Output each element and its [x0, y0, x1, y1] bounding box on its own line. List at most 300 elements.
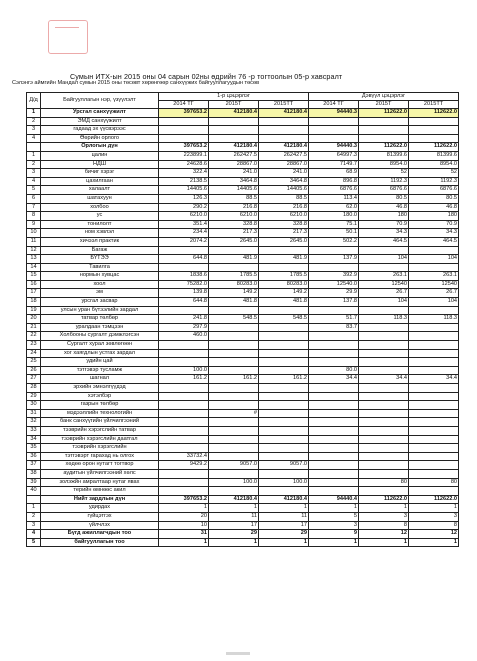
table-row	[27, 177, 459, 186]
row-number: 2	[27, 117, 41, 126]
value-cell	[259, 384, 309, 393]
table-row	[27, 504, 459, 513]
table-row	[27, 194, 459, 203]
table-row	[27, 444, 459, 453]
value-cell: 412180.4	[209, 143, 259, 152]
value-cell	[359, 487, 409, 496]
table-row	[27, 323, 459, 332]
value-cell	[309, 117, 359, 126]
value-cell: 34.3	[409, 229, 459, 238]
row-label: хичээл практик	[41, 237, 159, 246]
value-cell	[159, 349, 209, 358]
row-label: терийн өмнөөс акил	[41, 487, 159, 496]
value-cell: 94440.3	[309, 143, 359, 152]
row-number: 2	[27, 512, 41, 521]
value-cell: 9057.0	[259, 461, 309, 470]
value-cell	[309, 478, 359, 487]
row-number	[27, 495, 41, 504]
row-number: 13	[27, 255, 41, 264]
value-cell: 1	[309, 538, 359, 547]
row-number: 35	[27, 444, 41, 453]
value-cell: 46.8	[359, 203, 409, 212]
value-cell	[359, 418, 409, 427]
row-label: ЭМД санхүүжилт	[41, 117, 159, 126]
value-cell	[309, 418, 359, 427]
value-cell	[309, 435, 359, 444]
value-cell: 481.9	[209, 255, 259, 264]
value-cell	[409, 246, 459, 255]
budget-table	[26, 92, 459, 547]
row-label: урсгал засвар	[41, 298, 159, 307]
value-cell	[209, 401, 259, 410]
value-cell	[409, 487, 459, 496]
value-cell	[259, 358, 309, 367]
value-cell	[409, 306, 459, 315]
document-subtitle: Сэлэнгэ аймгийн Мандал сумын 2015 оны төсөвт хөрөнгөөр санхүүжих байгууллагуудын төсөв	[12, 80, 260, 86]
value-cell: 397653.2	[159, 109, 209, 118]
value-cell: 464.5	[409, 237, 459, 246]
value-cell	[159, 384, 209, 393]
value-cell: 26.7	[409, 289, 459, 298]
value-cell: 322.4	[159, 169, 209, 178]
value-cell: 216.8	[259, 203, 309, 212]
row-label: эм	[41, 289, 159, 298]
table-row	[27, 272, 459, 281]
value-cell	[209, 341, 259, 350]
row-label: тээврийн хэрэгслийн татвар	[41, 426, 159, 435]
value-cell	[159, 401, 209, 410]
table-row	[27, 134, 459, 143]
value-cell: 328.8	[259, 220, 309, 229]
value-cell	[309, 246, 359, 255]
row-number: 21	[27, 323, 41, 332]
value-cell	[259, 341, 309, 350]
value-cell: 481.8	[259, 298, 309, 307]
row-number: 16	[27, 280, 41, 289]
row-label: НДШ	[41, 160, 159, 169]
value-cell: 9	[309, 530, 359, 539]
value-cell	[409, 349, 459, 358]
value-cell	[359, 358, 409, 367]
value-cell: 17	[209, 521, 259, 530]
value-cell: 644.8	[159, 255, 209, 264]
table-row	[27, 298, 459, 307]
value-cell	[309, 401, 359, 410]
value-cell	[159, 263, 209, 272]
value-cell	[209, 469, 259, 478]
value-cell: 412180.4	[259, 143, 309, 152]
value-cell: 52	[409, 169, 459, 178]
value-cell: 113.4	[309, 194, 359, 203]
value-cell: 29.9	[309, 289, 359, 298]
value-cell: 112622.0	[409, 109, 459, 118]
value-cell	[209, 366, 259, 375]
value-cell: 241.0	[259, 169, 309, 178]
value-cell: 81399.6	[409, 151, 459, 160]
value-cell	[259, 409, 309, 418]
value-cell: 6210.0	[209, 212, 259, 221]
value-cell: 548.5	[259, 315, 309, 324]
header-col: 2015Т	[359, 101, 409, 109]
header-col: 2015ТТ	[409, 101, 459, 109]
value-cell: 34.3	[359, 229, 409, 238]
value-cell: 180	[409, 212, 459, 221]
row-number: 3	[27, 169, 41, 178]
value-cell	[309, 358, 359, 367]
value-cell	[209, 246, 259, 255]
row-label: банк санхүүгийн үйлчилгээний	[41, 418, 159, 427]
row-number: 33	[27, 426, 41, 435]
row-label: холбоо	[41, 203, 159, 212]
table-row	[27, 169, 459, 178]
row-number: 37	[27, 461, 41, 470]
value-cell	[309, 341, 359, 350]
value-cell	[359, 366, 409, 375]
value-cell	[409, 426, 459, 435]
value-cell: 1192.3	[359, 177, 409, 186]
table-row	[27, 435, 459, 444]
value-cell: 24628.6	[159, 160, 209, 169]
value-cell: 112622.0	[409, 143, 459, 152]
value-cell: 161.2	[209, 375, 259, 384]
value-cell	[209, 323, 259, 332]
row-number: 6	[27, 194, 41, 203]
row-label: мэдээллийн технологийн	[41, 409, 159, 418]
row-number: 31	[27, 409, 41, 418]
table-row	[27, 409, 459, 418]
row-number: 19	[27, 306, 41, 315]
value-cell: 149.2	[209, 289, 259, 298]
value-cell	[209, 435, 259, 444]
value-cell	[309, 461, 359, 470]
row-number: 38	[27, 469, 41, 478]
value-cell	[359, 384, 409, 393]
value-cell: 80283.0	[259, 280, 309, 289]
row-label: татвар төлбөр	[41, 315, 159, 324]
value-cell	[159, 392, 209, 401]
row-label: цалин	[41, 151, 159, 160]
table-row	[27, 280, 459, 289]
value-cell: 6210.0	[259, 212, 309, 221]
row-number: 18	[27, 298, 41, 307]
table-row	[27, 487, 459, 496]
value-cell	[259, 392, 309, 401]
value-cell	[409, 126, 459, 135]
header-no: Д/д	[27, 93, 41, 109]
table-row	[27, 495, 459, 504]
row-number: 27	[27, 375, 41, 384]
value-cell: 6876.6	[309, 186, 359, 195]
row-number: 23	[27, 341, 41, 350]
value-cell: 1785.5	[259, 272, 309, 281]
table-row	[27, 237, 459, 246]
value-cell	[209, 126, 259, 135]
row-number: 8	[27, 212, 41, 221]
value-cell: 26.7	[359, 289, 409, 298]
row-number: 3	[27, 521, 41, 530]
value-cell	[309, 126, 359, 135]
value-cell	[259, 246, 309, 255]
value-cell: 70.9	[359, 220, 409, 229]
value-cell: 118.3	[409, 315, 459, 324]
row-number: 5	[27, 186, 41, 195]
value-cell	[409, 401, 459, 410]
row-number: 17	[27, 289, 41, 298]
row-number: 15	[27, 272, 41, 281]
value-cell: 14405.6	[159, 186, 209, 195]
value-cell	[309, 444, 359, 453]
value-cell	[209, 384, 259, 393]
value-cell: 290.2	[159, 203, 209, 212]
row-number: 25	[27, 358, 41, 367]
value-cell: 126.3	[159, 194, 209, 203]
value-cell: 3	[409, 512, 459, 521]
value-cell: 80	[359, 478, 409, 487]
table-row	[27, 401, 459, 410]
row-label: нормын хувцас	[41, 272, 159, 281]
value-cell: 161.2	[259, 375, 309, 384]
row-label: удирдах	[41, 504, 159, 513]
value-cell	[359, 435, 409, 444]
value-cell: 52	[359, 169, 409, 178]
value-cell: 112622.0	[359, 109, 409, 118]
value-cell: 81399.6	[359, 151, 409, 160]
value-cell: 1	[209, 538, 259, 547]
header-group-1: 1-р цэцэрлэг	[159, 93, 309, 101]
value-cell	[409, 263, 459, 272]
row-number: 28	[27, 384, 41, 393]
row-label: шатахуун	[41, 194, 159, 203]
value-cell	[409, 358, 459, 367]
value-cell: 83.7	[309, 323, 359, 332]
table-row	[27, 315, 459, 324]
value-cell: 1	[309, 504, 359, 513]
value-cell: 3464.8	[259, 177, 309, 186]
value-cell: 1	[209, 504, 259, 513]
value-cell: 50.1	[309, 229, 359, 238]
value-cell: 149.2	[259, 289, 309, 298]
row-label: ном хэвлэл	[41, 229, 159, 238]
header-col: 2015Т	[209, 101, 259, 109]
value-cell	[159, 126, 209, 135]
value-cell: 223899.1	[159, 151, 209, 160]
value-cell: 263.1	[359, 272, 409, 281]
value-cell: 412180.4	[259, 495, 309, 504]
value-cell	[159, 358, 209, 367]
budget-table-wrap	[26, 92, 459, 547]
value-cell	[209, 426, 259, 435]
row-label: тээврийн хэрэгслийн даатгал	[41, 435, 159, 444]
value-cell: 9429.2	[159, 461, 209, 470]
row-label: Өөрийн орлого	[41, 134, 159, 143]
value-cell: 80.0	[309, 366, 359, 375]
table-row	[27, 263, 459, 272]
row-number: 5	[27, 538, 41, 547]
value-cell: 217.3	[259, 229, 309, 238]
value-cell	[259, 126, 309, 135]
value-cell: 12540	[409, 280, 459, 289]
table-row	[27, 426, 459, 435]
value-cell: 28867.0	[259, 160, 309, 169]
value-cell: 1	[259, 504, 309, 513]
value-cell	[359, 341, 409, 350]
value-cell	[409, 452, 459, 461]
header-group-2: Дэвүүл цэцэрлэг	[309, 93, 459, 101]
value-cell	[259, 349, 309, 358]
row-number: 22	[27, 332, 41, 341]
row-label: удийн цай	[41, 358, 159, 367]
value-cell: 6876.6	[409, 186, 459, 195]
row-number: 1	[27, 504, 41, 513]
table-row	[27, 117, 459, 126]
value-cell: 180	[359, 212, 409, 221]
row-label: улсын уран бүтээлийн зардал	[41, 306, 159, 315]
value-cell: 896.8	[309, 177, 359, 186]
value-cell	[409, 332, 459, 341]
table-row	[27, 126, 459, 135]
row-label: Бүгд ажиллагчдын тоо	[41, 530, 159, 539]
table-row	[27, 469, 459, 478]
value-cell: 262427.5	[209, 151, 259, 160]
row-number: 4	[27, 530, 41, 539]
official-stamp	[48, 20, 88, 54]
value-cell	[359, 263, 409, 272]
value-cell: 100.0	[259, 478, 309, 487]
value-cell: 104	[359, 255, 409, 264]
value-cell: 88.5	[209, 194, 259, 203]
value-cell: 11	[259, 512, 309, 521]
table-row	[27, 246, 459, 255]
value-cell	[409, 444, 459, 453]
value-cell: 548.5	[209, 315, 259, 324]
value-cell: 502.2	[309, 237, 359, 246]
table-row	[27, 255, 459, 264]
row-number: 40	[27, 487, 41, 496]
row-number: 1	[27, 109, 41, 118]
row-label: тонилолт	[41, 220, 159, 229]
value-cell: 70.9	[409, 220, 459, 229]
value-cell: 2138.5	[159, 177, 209, 186]
value-cell: 33732.4	[159, 452, 209, 461]
value-cell: 1	[159, 504, 209, 513]
value-cell	[259, 418, 309, 427]
value-cell	[359, 134, 409, 143]
value-cell	[259, 323, 309, 332]
value-cell: 62.0	[309, 203, 359, 212]
value-cell	[159, 487, 209, 496]
table-row	[27, 452, 459, 461]
value-cell: 1	[259, 538, 309, 547]
value-cell	[359, 306, 409, 315]
value-cell: 481.8	[209, 298, 259, 307]
row-number: 11	[27, 237, 41, 246]
value-cell	[209, 418, 259, 427]
value-cell	[209, 487, 259, 496]
row-label: Нийт зардлын дүн	[41, 495, 159, 504]
value-cell	[259, 134, 309, 143]
value-cell	[209, 444, 259, 453]
value-cell	[259, 452, 309, 461]
value-cell	[309, 349, 359, 358]
table-row	[27, 418, 459, 427]
value-cell	[409, 341, 459, 350]
row-label: Тавилга	[41, 263, 159, 272]
value-cell: 328.8	[209, 220, 259, 229]
value-cell: 34.4	[359, 375, 409, 384]
value-cell	[159, 409, 209, 418]
table-row	[27, 375, 459, 384]
row-number: 20	[27, 315, 41, 324]
value-cell	[209, 134, 259, 143]
value-cell: 112622.0	[359, 495, 409, 504]
row-label: тэтгэвэр тусламж	[41, 366, 159, 375]
value-cell	[309, 384, 359, 393]
table-row	[27, 109, 459, 118]
value-cell: 263.1	[409, 272, 459, 281]
value-cell	[159, 246, 209, 255]
value-cell	[409, 366, 459, 375]
value-cell: 8954.0	[359, 160, 409, 169]
value-cell: 12	[359, 530, 409, 539]
value-cell	[259, 117, 309, 126]
value-cell	[259, 366, 309, 375]
value-cell	[209, 332, 259, 341]
row-label: үйлчлэх	[41, 521, 159, 530]
value-cell	[159, 117, 209, 126]
value-cell: 20	[159, 512, 209, 521]
value-cell	[159, 418, 209, 427]
table-row	[27, 203, 459, 212]
row-label: хэтэлбэр	[41, 392, 159, 401]
row-number: 39	[27, 478, 41, 487]
table-row	[27, 478, 459, 487]
value-cell: 51.7	[309, 315, 359, 324]
header-name: Байгууллагын нэр, үзүүлэлт	[41, 93, 159, 109]
value-cell: 1	[409, 504, 459, 513]
row-label: Урсгал санхүүжилт	[41, 109, 159, 118]
row-label: тээврийн хэрэгслийн	[41, 444, 159, 453]
value-cell: 481.9	[259, 255, 309, 264]
value-cell: #	[209, 409, 259, 418]
value-cell: 80.5	[359, 194, 409, 203]
value-cell: 7149.7	[309, 160, 359, 169]
value-cell	[159, 435, 209, 444]
value-cell: 94440.4	[309, 495, 359, 504]
value-cell	[359, 444, 409, 453]
value-cell: 118.3	[359, 315, 409, 324]
value-cell: 100.0	[159, 366, 209, 375]
header-col: 2014 ТГ	[159, 101, 209, 109]
value-cell: 68.9	[309, 169, 359, 178]
value-cell	[159, 444, 209, 453]
value-cell: 1785.5	[209, 272, 259, 281]
row-number: 30	[27, 401, 41, 410]
value-cell: 12540	[359, 280, 409, 289]
value-cell: 100.0	[209, 478, 259, 487]
value-cell: 262427.5	[259, 151, 309, 160]
value-cell	[359, 323, 409, 332]
value-cell: 392.9	[309, 272, 359, 281]
value-cell	[359, 461, 409, 470]
row-label: газрын төлбөр	[41, 401, 159, 410]
value-cell	[409, 469, 459, 478]
value-cell: 8	[409, 521, 459, 530]
value-cell: 80	[409, 478, 459, 487]
table-row	[27, 151, 459, 160]
value-cell	[359, 452, 409, 461]
value-cell: 6876.6	[359, 186, 409, 195]
value-cell: 5	[309, 512, 359, 521]
